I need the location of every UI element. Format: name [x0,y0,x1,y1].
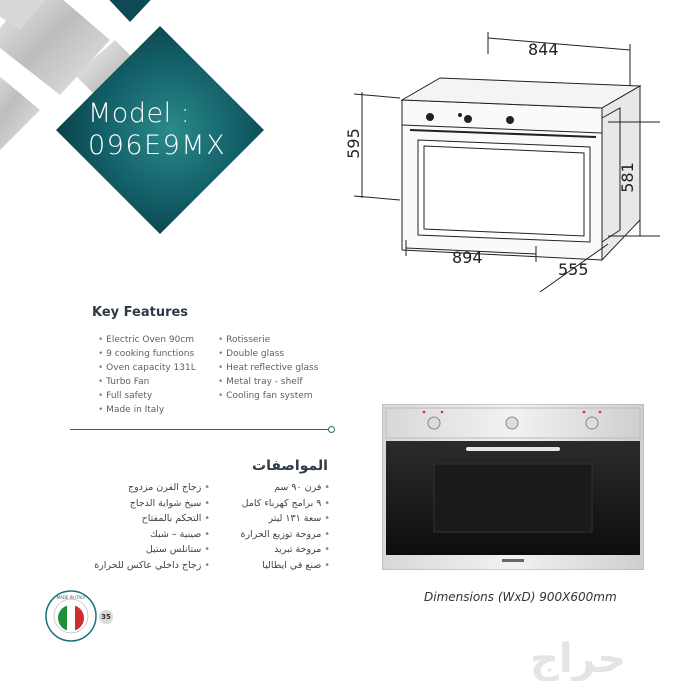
arabic-spec-item: • ستانلس ستيل [48,542,210,558]
arabic-specs-left-list [48,480,210,573]
feature-item: • Cooling fan system [218,389,318,403]
watermark: حراج [530,636,627,681]
arabic-specs-title: المواصفات [252,458,328,474]
dim-height-left: 595 [343,128,363,159]
arabic-spec-item: • مروحة تبريد [218,542,330,558]
features-left-list [98,333,196,417]
feature-item: • Electric Oven 90cm [98,333,196,347]
made-in-italy-badge [45,590,97,642]
oven-product-image [382,404,644,570]
arabic-spec-item: • فرن ٩٠ سم [218,480,330,496]
model-title [88,98,248,162]
arabic-spec-item: • سيخ شواية الدجاج [48,496,210,512]
arabic-spec-item: • صنع في ايطاليا [218,558,330,574]
feature-item: • 9 cooking functions [98,347,196,361]
arabic-spec-item: • مروحة توزيع الحرارة [218,527,330,543]
arabic-spec-item: • زجاج الفرن مزدوج [48,480,210,496]
divider-dot [328,426,335,433]
badge-text: MADE IN ITALY [56,595,86,600]
model-label: Model : [88,98,191,129]
oven-line-drawing [340,30,700,310]
features-right-list [218,333,318,403]
section-divider [70,429,332,430]
model-number: 096E9MX [88,130,227,161]
teal-top-tile [100,0,160,22]
arabic-specs-right-list [218,480,330,573]
dim-width-top: 844 [528,40,559,59]
dim-depth: 555 [558,260,589,279]
arabic-spec-item: • زجاج داخلي عاكس للحرارة [48,558,210,574]
feature-item: • Metal tray - shelf [218,375,318,389]
feature-item: • Heat reflective glass [218,361,318,375]
feature-item: • Double glass [218,347,318,361]
arabic-spec-item: • التحكم بالمفتاح [48,511,210,527]
dim-height-right: 581 [617,162,637,193]
feature-item: • Made in Italy [98,403,196,417]
arabic-spec-item: • ٩ برامج كهرباء كامل [218,496,330,512]
oven-handle [466,447,560,451]
page-number: 35 [99,610,113,624]
feature-item: • Full safety [98,389,196,403]
feature-item: • Turbo Fan [98,375,196,389]
key-features-section [92,305,319,415]
dim-width-bottom: 894 [452,248,483,267]
key-features-title: Key Features [92,305,189,320]
arabic-spec-item: • صينية – شبك [48,527,210,543]
feature-item: • Rotisserie [218,333,318,347]
arabic-spec-item: • سعة ١٣١ ليتر [218,511,330,527]
dimension-diagram [340,30,700,310]
dimensions-caption: Dimensions (WxD) 900X600mm [424,590,617,604]
feature-item: • Oven capacity 131L [98,361,196,375]
